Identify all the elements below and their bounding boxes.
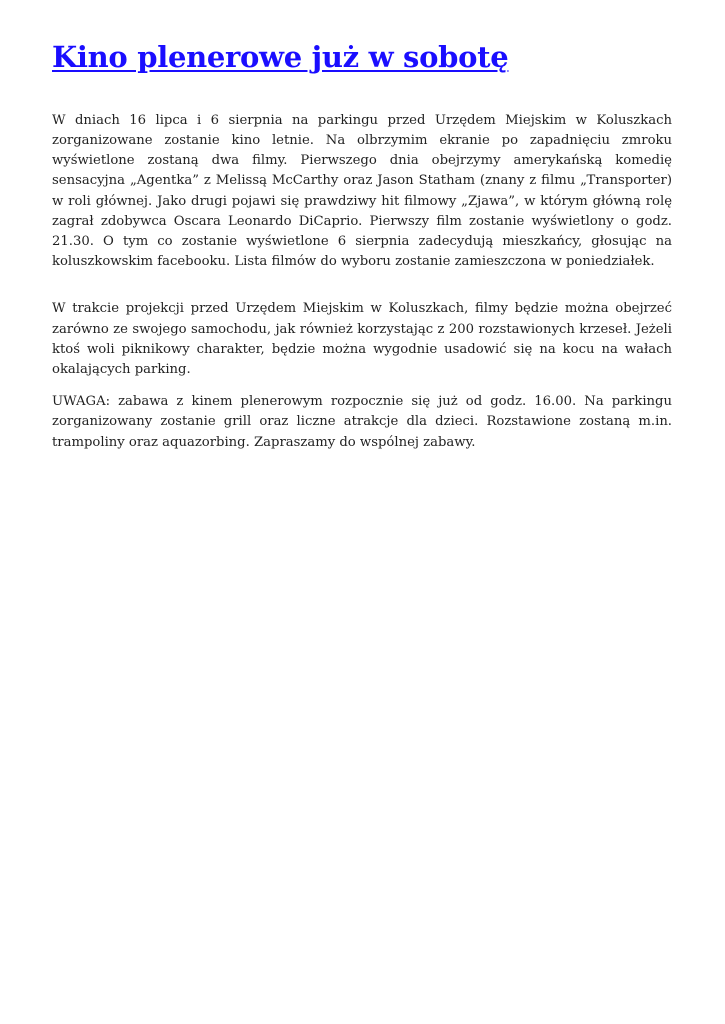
article-title-link[interactable]: Kino plenerowe już w sobotę — [52, 40, 509, 74]
article — [52, 40, 672, 453]
article-paragraph-2: W trakcie projekcji przed Urzędem Miejskim w Koluszkach, filmy będzie można obejrzeć zarówno ze swojego samochodu, jak również korzystając z 200 rozstawionych krzeseł. Jeżeli ktoś woli piknikowy charakter, będzie można wygodnie usadowić się na kocu na wałach okalających parking. — [52, 301, 672, 378]
article-paragraph-3: UWAGA: zabawa z kinem plenerowym rozpocznie się już od godz. 16.00. Na parkingu zorganizowany zostanie grill oraz liczne atrakcje dla dzieci. Rozstawione zostaną m.in. trampoliny oraz aquazorbing. Zapraszamy do wspólnej zabawy. — [52, 394, 672, 450]
article-title — [52, 40, 672, 75]
article-paragraph-1: W dniach 16 lipca i 6 sierpnia na parkingu przed Urzędem Miejskim w Koluszkach zorganizowane zostanie kino letnie. Na olbrzymim ekranie po zapadnięciu zmroku wyświetlone zostaną dwa filmy. Pierwszego dnia obejrzymy amerykańską komedię sensacyjna „Agentka” z Melissą McCarthy oraz Jason Statham (znany z filmu „Transporter) w roli głównej. Jako drugi pojawi się prawdziwy hit filmowy „Zjawa”, w którym główną rolę zagrał zdobywca Oscara Leonardo DiCaprio. Pierwszy film zostanie wyświetlony o godz. 21.30. O tym co zostanie wyświetlone 6 sierpnia zadecydują mieszkańcy, głosując na koluszkowskim facebooku. Lista filmów do wyboru zostanie zamieszczona w poniedziałek. — [52, 112, 672, 270]
